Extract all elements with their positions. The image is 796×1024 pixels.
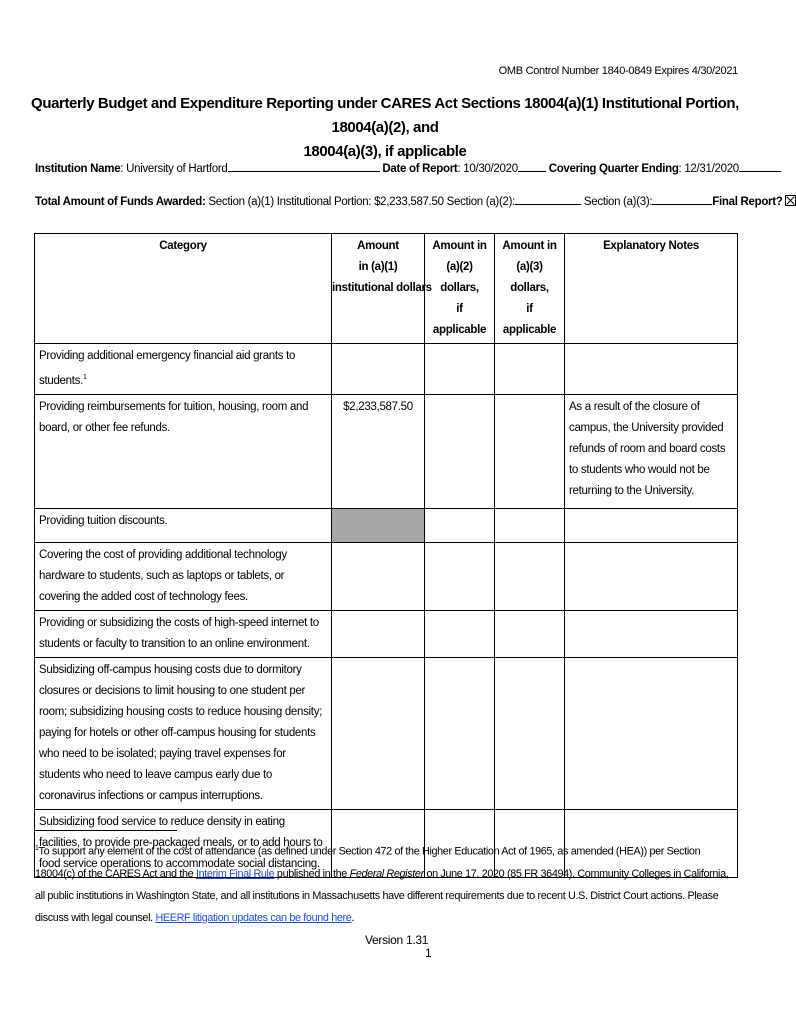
- header-amount-a1: [332, 234, 432, 344]
- header-notes: Explanatory Notes: [565, 234, 738, 344]
- page-number: 1: [425, 946, 432, 960]
- amount-a1-cell[interactable]: [332, 542, 425, 610]
- category-cell: Providing reimbursements for tuition, housing, room and board, or other fee refunds.: [35, 394, 332, 508]
- table-row: [35, 610, 738, 657]
- footnote-italic: Federal Register: [349, 867, 424, 880]
- version-label: Version 1.31: [365, 933, 429, 947]
- footnote-text-1: To support any element of the cost of attendance (as defined under Section 472 of the Higher Education Act of 1965, as amended (HEA)) per Section 18004(c) of the CARES Act and the: [35, 845, 701, 880]
- budget-table: [34, 233, 738, 878]
- amount-a1-cell[interactable]: [332, 657, 425, 809]
- amount-a3-cell[interactable]: [495, 610, 565, 657]
- table-row: [35, 508, 738, 542]
- amount-a3-cell[interactable]: [495, 344, 565, 395]
- footnote-text-4: .: [351, 911, 355, 924]
- footnote: [35, 838, 738, 929]
- total-a3-label: Section (a)(3):: [583, 196, 653, 208]
- amount-a1-cell[interactable]: [332, 344, 425, 395]
- quarter-blank: [739, 160, 781, 172]
- report-date-value[interactable]: : 10/30/2020: [457, 163, 518, 175]
- table-header-row: [35, 234, 738, 344]
- amount-a3-cell[interactable]: [495, 508, 565, 542]
- omb-control-number: OMB Control Number 1840-0849 Expires 4/30/2021: [498, 65, 738, 77]
- quarter-value[interactable]: : 12/31/2020: [678, 163, 739, 175]
- header-amount-a3-line3: if applicable: [502, 303, 557, 336]
- institution-info-line: [35, 160, 737, 175]
- footnote-text-2: published in the: [274, 867, 350, 880]
- notes-cell[interactable]: [565, 610, 738, 657]
- final-report-checkbox-icon[interactable]: [785, 195, 796, 206]
- notes-cell[interactable]: [565, 344, 738, 395]
- category-text: Providing additional emergency financial aid grants to students.: [39, 350, 296, 387]
- amount-a2-cell[interactable]: [425, 344, 495, 395]
- title-line-2: 18004(a)(3), if applicable: [303, 143, 467, 160]
- institution-label: Institution Name: [35, 163, 121, 175]
- notes-cell[interactable]: [565, 542, 738, 610]
- header-amount-a2-line2: (a)(2) dollars,: [440, 261, 479, 294]
- footnote-text-3: on June 17, 2020 (85 FR 36494). Community Colleges in California, all public institutions in Washington State, and all institutions in Massachusetts have different requirements due to recent U.S. District Court actions. Please discuss with legal counsel.: [35, 867, 729, 924]
- amount-a3-cell[interactable]: [495, 394, 565, 508]
- notes-cell[interactable]: As a result of the closure of campus, the University provided refunds of room and board costs to students who would not be returning to the University.: [565, 394, 738, 508]
- institution-blank: [228, 160, 380, 172]
- interim-final-rule-link[interactable]: Interim Final Rule: [195, 867, 275, 880]
- institution-value[interactable]: : University of Hartford: [120, 163, 228, 175]
- total-a1-value[interactable]: Section (a)(1) Institutional Portion: $2,233,587.50: [208, 196, 444, 208]
- heerf-litigation-link[interactable]: HEERF litigation updates can be found here: [155, 911, 352, 924]
- notes-cell[interactable]: [565, 657, 738, 809]
- table-row: [35, 542, 738, 610]
- header-amount-a1-line3: institutional dollars: [332, 282, 432, 294]
- amount-a2-cell[interactable]: [425, 657, 495, 809]
- total-a2-label: Section (a)(2):: [446, 196, 515, 208]
- header-amount-a2-line1: Amount in: [432, 240, 487, 252]
- final-report-label: Final Report?: [712, 196, 783, 208]
- amount-a2-cell[interactable]: [425, 508, 495, 542]
- total-a2-blank[interactable]: [515, 193, 581, 205]
- amount-a1-cell[interactable]: [332, 610, 425, 657]
- total-a3-blank[interactable]: [652, 193, 712, 205]
- footnote-marker: 1: [35, 845, 39, 852]
- table-row: [35, 394, 738, 508]
- report-date-label: Date of Report: [382, 163, 458, 175]
- category-cell: Providing tuition discounts.: [35, 508, 332, 542]
- header-amount-a1-line2: in (a)(1): [358, 261, 398, 273]
- amount-a2-cell[interactable]: [425, 394, 495, 508]
- notes-cell[interactable]: [565, 508, 738, 542]
- category-cell: Subsidizing off-campus housing costs due to dormitory closures or decisions to limit housing to one student per room; subsidizing housing costs to reduce housing density; paying for hotels or other off-campus housing for students who need to be isolated; paying travel expenses for students who need to leave campus early due to coronavirus infections or campus interruptions.: [35, 657, 332, 809]
- footnote-ref: 1: [82, 374, 87, 381]
- category-cell: Subsidizing food service to reduce density in eating facilities, to provide pre-packaged meals, or to add hours to food service operations to accommodate social distancing.: [35, 809, 332, 877]
- amount-a1-cell-shaded: [332, 508, 425, 542]
- header-category: Category: [35, 234, 332, 344]
- amount-a2-cell[interactable]: [425, 542, 495, 610]
- title-line-1: Quarterly Budget and Expenditure Reporting under CARES Act Sections 18004(a)(1) Institutional Portion, 18004(a)(2), and: [31, 95, 739, 136]
- category-cell: Covering the cost of providing additional technology hardware to students, such as laptops or tablets, or covering the added cost of technology fees.: [35, 542, 332, 610]
- total-funds-line: [35, 193, 783, 208]
- category-cell: Providing or subsidizing the costs of high-speed internet to students or faculty to transition to an online environment.: [35, 610, 332, 657]
- header-amount-a3: [495, 234, 565, 344]
- quarter-label: Covering Quarter Ending: [548, 163, 679, 175]
- header-amount-a3-line1: Amount in: [502, 240, 557, 252]
- amount-a2-cell[interactable]: [425, 610, 495, 657]
- table-row: [35, 344, 738, 395]
- page-title: [30, 92, 740, 164]
- category-cell: [35, 344, 332, 395]
- header-amount-a2: [425, 234, 495, 344]
- footnote-separator: [34, 830, 177, 831]
- header-amount-a2-line3: if applicable: [432, 303, 487, 336]
- header-amount-a3-line2: (a)(3) dollars,: [510, 261, 549, 294]
- table-row: [35, 657, 738, 809]
- report-date-blank: [518, 160, 546, 172]
- amount-a3-cell[interactable]: [495, 542, 565, 610]
- amount-a1-cell[interactable]: $2,233,587.50: [332, 394, 425, 508]
- total-funds-label: Total Amount of Funds Awarded:: [35, 196, 206, 208]
- amount-a3-cell[interactable]: [495, 657, 565, 809]
- header-amount-a1-line1: Amount: [357, 240, 399, 252]
